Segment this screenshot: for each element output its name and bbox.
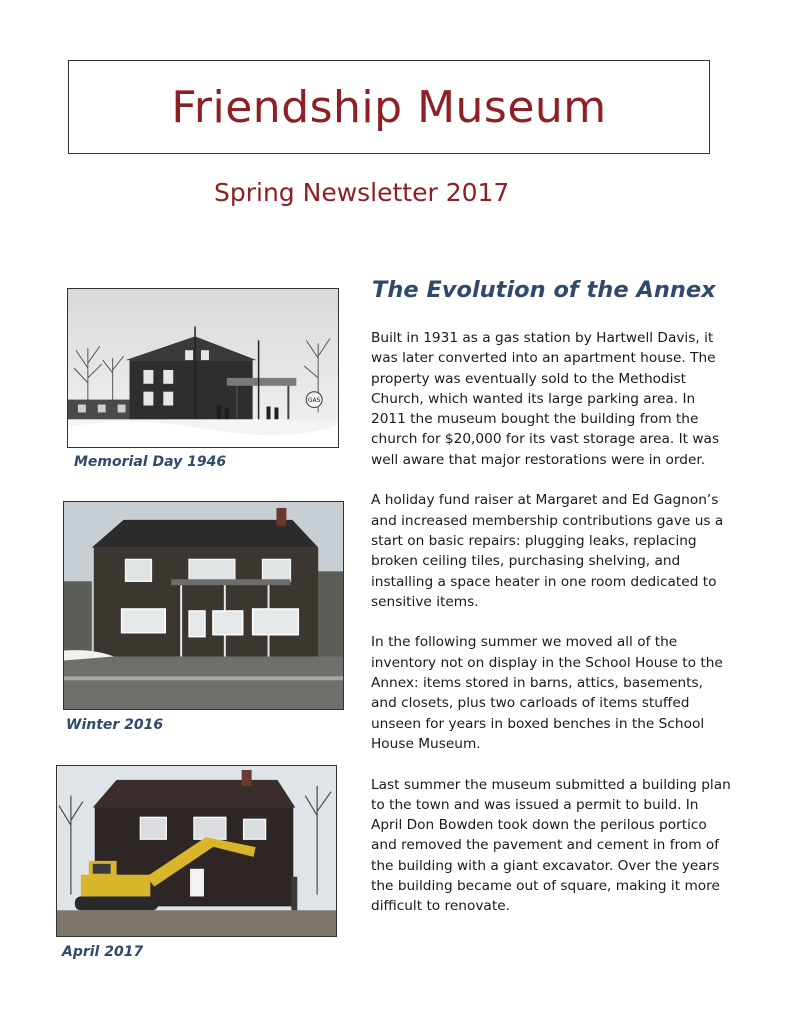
photo-2017-illustration: [57, 766, 336, 936]
article-paragraph: In the following summer we moved all of the inventory not on display in the School House to the Annex: items stored in barns, attics, basements, and closets, plus two carloads of items stuffed unseen for years in boxed benches in the School House Museum.: [371, 634, 723, 752]
article-paragraph: Built in 1931 as a gas station by Hartwell Davis, it was later converted into an apartment house. The property was eventually sold to the Methodist Church, which wanted its large parking area. In 2011 the museum bought the building from the church for $20,000 for its vast storage area. It was well aware that major restorations were in order.: [371, 330, 720, 468]
photo-april-2017: [56, 765, 337, 937]
caption-winter-2016: Winter 2016: [66, 717, 164, 733]
newsletter-subtitle: Spring Newsletter 2017: [214, 178, 510, 207]
article-heading: The Evolution of the Annex: [372, 277, 716, 303]
gas-sign-text: GAS: [307, 397, 321, 405]
caption-memorial-day-1946: Memorial Day 1946: [74, 454, 227, 470]
photo-1946-illustration: [68, 289, 338, 447]
newsletter-title: Friendship Museum: [171, 81, 607, 133]
photo-winter-2016: [63, 501, 344, 710]
article-paragraph: A holiday fund raiser at Margaret and Ed Gagnon’s and increased membership contributions gave us a start on basic repairs: plugging leaks, replacing broken ceiling tiles, purchasing shelving, and installing a space heater in one room dedicated to sensitive items.: [371, 492, 724, 610]
photo-2016-illustration: [64, 502, 343, 709]
caption-april-2017: April 2017: [62, 944, 144, 960]
masthead-box: [68, 60, 710, 154]
photo-memorial-day-1946: [67, 288, 339, 448]
article-body: [371, 328, 733, 937]
article-paragraph: Last summer the museum submitted a building plan to the town and was issued a permit to build. In April Don Bowden took down the perilous portico and removed the pavement and cement in from of the building with a giant excavator. Over the years the building became out of square, making it more difficult to renovate.: [371, 776, 731, 915]
